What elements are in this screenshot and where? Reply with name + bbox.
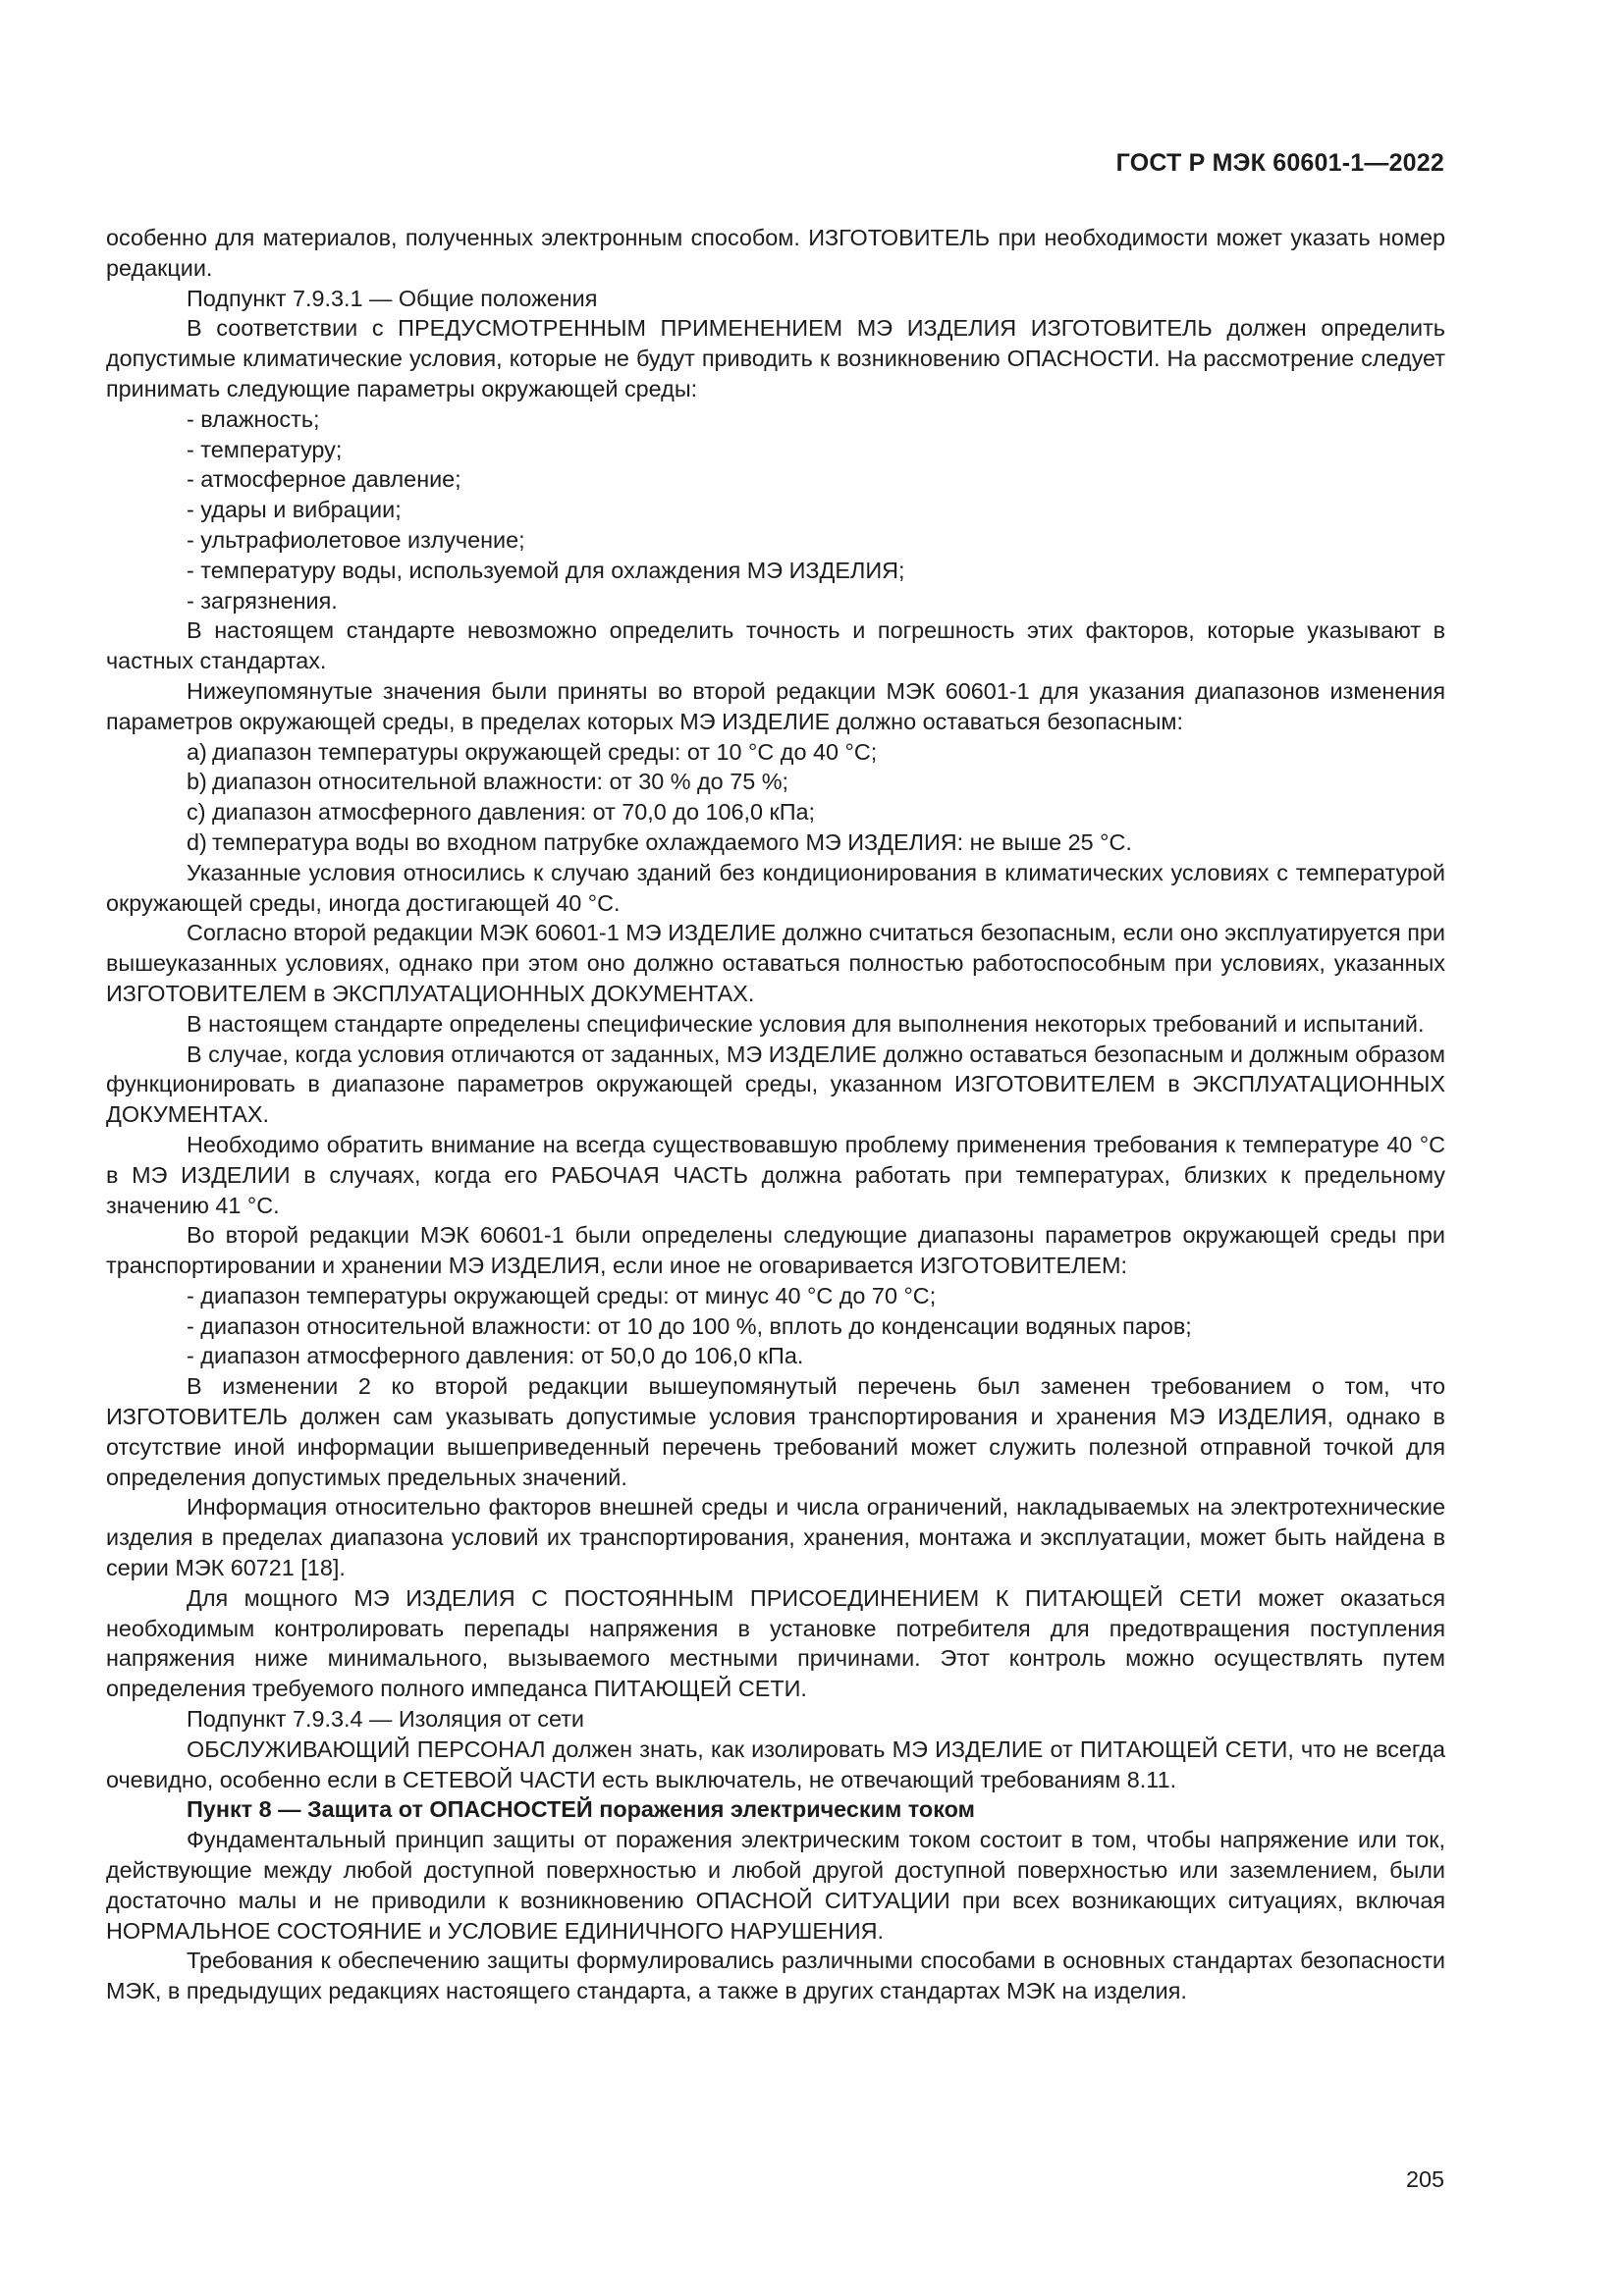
list-item: - диапазон температуры окружающей среды: от минус 40 °C до 70 °C; [187,1281,1445,1311]
paragraph: В настоящем стандарте определены специфические условия для выполнения некоторых требований и испытаний. [187,1010,1425,1037]
list-marker: d) [187,828,207,855]
paragraph: Во второй редакции МЭК 60601-1 были определены следующие диапазоны параметров окружающей среды при транспортировании и хранении МЭ ИЗДЕЛИЯ, если иное не оговаривается ИЗГОТОВИТЕЛЕМ: [106,1222,1445,1279]
list-item [187,767,1445,797]
clause-heading: Пункт 8 — Защита от ОПАСНОСТЕЙ поражения электрическим током [187,1796,975,1823]
list-marker: a) [187,738,207,765]
paragraph: Информация относительно факторов внешней среды и числа ограничений, накладываемых на электротехнические изделия в пределах диапазона условий их транспортирования, хранения, монтажа и эксплуатации, может быть найдена в серии МЭК 60721 [18]. [106,1494,1445,1581]
paragraph: В соответствии с ПРЕДУСМОТРЕННЫМ ПРИМЕНЕНИЕМ МЭ ИЗДЕЛИЯ ИЗГОТОВИТЕЛЬ должен определить допустимые климатические условия, которые не будут приводить к возникновению ОПАСНОСТИ. На рассмотрение следует принимать следующие параметры окружающей среды: [106,315,1445,401]
paragraph: В случае, когда условия отличаются от заданных, МЭ ИЗДЕЛИЕ должно оставаться безопасным и должным образом функционировать в диапазоне параметров окружающей среды, указанном ИЗГОТОВИТЕЛЕМ в ЭКСПЛУАТАЦИОННЫХ ДОКУМЕНТАХ. [106,1041,1445,1128]
list-item: - температуру воды, используемой для охлаждения МЭ ИЗДЕЛИЯ; [187,556,1445,586]
document-body [106,223,1445,2006]
paragraph: Для мощного МЭ ИЗДЕЛИЯ С ПОСТОЯННЫМ ПРИСОЕДИНЕНИЕМ К ПИТАЮЩЕЙ СЕТИ может оказаться необходимым контролировать перепады напряжения в установке потребителя для предотвращения поступления напряжения ниже минимального, вызываемого местными причинами. Этот контроль можно осуществлять путем определения требуемого полного импеданса ПИТАЮЩЕЙ СЕТИ. [106,1584,1445,1702]
list-item: - атмосферное давление; [187,464,1445,495]
paragraph: Фундаментальный принцип защиты от поражения электрическим током состоит в том, чтобы напряжение или ток, действующие между любой доступной поверхностью и любой другой доступной поверхностью или заземлением, были достаточно малы и не приводили к возникновению ОПАСНОЙ СИТУАЦИИ при всех возникающих ситуациях, включая НОРМАЛЬНОЕ СОСТОЯНИЕ и УСЛОВИЕ ЕДИНИЧНОГО НАРУШЕНИЯ. [106,1827,1445,1944]
list-item: - влажность; [187,404,1445,435]
list-item: - диапазон относительной влажности: от 10 до 100 %, вплоть до конденсации водяных паров; [187,1311,1445,1342]
list-item [187,737,1445,768]
list-item-text: температура воды во входном патрубке охлаждаемого МЭ ИЗДЕЛИЯ: не выше 25 °C. [212,828,1132,855]
transport-range-list [106,1281,1445,1371]
list-item: - температуру; [187,435,1445,465]
list-item: - загрязнения. [187,586,1445,616]
list-item: - ультрафиолетовое излучение; [187,525,1445,556]
paragraph: Согласно второй редакции МЭК 60601-1 МЭ ИЗДЕЛИЕ должно считаться безопасным, если оно эксплуатируется при вышеуказанных условиях, однако при этом оно должно оставаться полностью работоспособным при условиях, указанных ИЗГОТОВИТЕЛЕМ в ЭКСПЛУАТАЦИОННЫХ ДОКУМЕНТАХ. [106,920,1445,1006]
list-item [187,828,1445,858]
paragraph: В настоящем стандарте невозможно определить точность и погрешность этих факторов, которые указывают в частных стандартах. [106,617,1445,674]
list-marker: b) [187,769,207,795]
document-header: ГОСТ Р МЭК 60601-1—2022 [1115,149,1444,177]
subclause-heading: Подпункт 7.9.3.1 — Общие положения [187,285,598,311]
list-item: - удары и вибрации; [187,495,1445,525]
list-item-text: диапазон температуры окружающей среды: от 10 °C до 40 °C; [212,738,878,765]
list-marker: c) [187,799,206,826]
paragraph: ОБСЛУЖИВАЮЩИЙ ПЕРСОНАЛ должен знать, как изолировать МЭ ИЗДЕЛИЕ от ПИТАЮЩЕЙ СЕТИ, что не всегда очевидно, особенно если в СЕТЕВОЙ ЧАСТИ есть выключатель, не отвечающий требованиям 8.11. [106,1735,1445,1792]
list-item-text: диапазон относительной влажности: от 30 % до 75 %; [212,769,789,795]
paragraph: Необходимо обратить внимание на всегда существовавшую проблему применения требования к температуре 40 °C в МЭ ИЗДЕЛИИ в случаях, когда его РАБОЧАЯ ЧАСТЬ должна работать при температурах, близких к предельному значению 41 °C. [106,1131,1445,1218]
subclause-heading: Подпункт 7.9.3.4 — Изоляция от сети [187,1706,584,1733]
list-item [187,797,1445,828]
list-item-text: диапазон атмосферного давления: от 70,0 до 106,0 кПа; [212,799,816,826]
list-item: - диапазон атмосферного давления: от 50,0 до 106,0 кПа. [187,1341,1445,1371]
page-number: 205 [1405,2166,1444,2192]
paragraph: особенно для материалов, полученных электронным способом. ИЗГОТОВИТЕЛЬ при необходимости может указать номер редакции. [106,225,1445,281]
paragraph: Указанные условия относились к случаю зданий без кондиционирования в климатических условиях с температурой окружающей среды, иногда достигающей 40 °C. [106,859,1445,916]
operating-range-list [106,737,1445,858]
paragraph: Нижеупомянутые значения были приняты во второй редакции МЭК 60601-1 для указания диапазонов изменения параметров окружающей среды, в пределах которых МЭ ИЗДЕЛИЕ должно оставаться безопасным: [106,677,1445,734]
paragraph: Требования к обеспечению защиты формулировались различными способами в основных стандартах безопасности МЭК, в предыдущих редакциях настоящего стандарта, а также в других стандартах МЭК на изделия. [106,1948,1445,2004]
paragraph: В изменении 2 ко второй редакции вышеупомянутый перечень был заменен требованием о том, что ИЗГОТОВИТЕЛЬ должен сам указывать допустимые условия транспортирования и хранения МЭ ИЗДЕЛИЯ, однако в отсутствие иной информации вышеприведенный перечень требований может служить полезной отправной точкой для определения допустимых предельных значений. [106,1373,1445,1490]
environment-parameter-list [106,404,1445,616]
